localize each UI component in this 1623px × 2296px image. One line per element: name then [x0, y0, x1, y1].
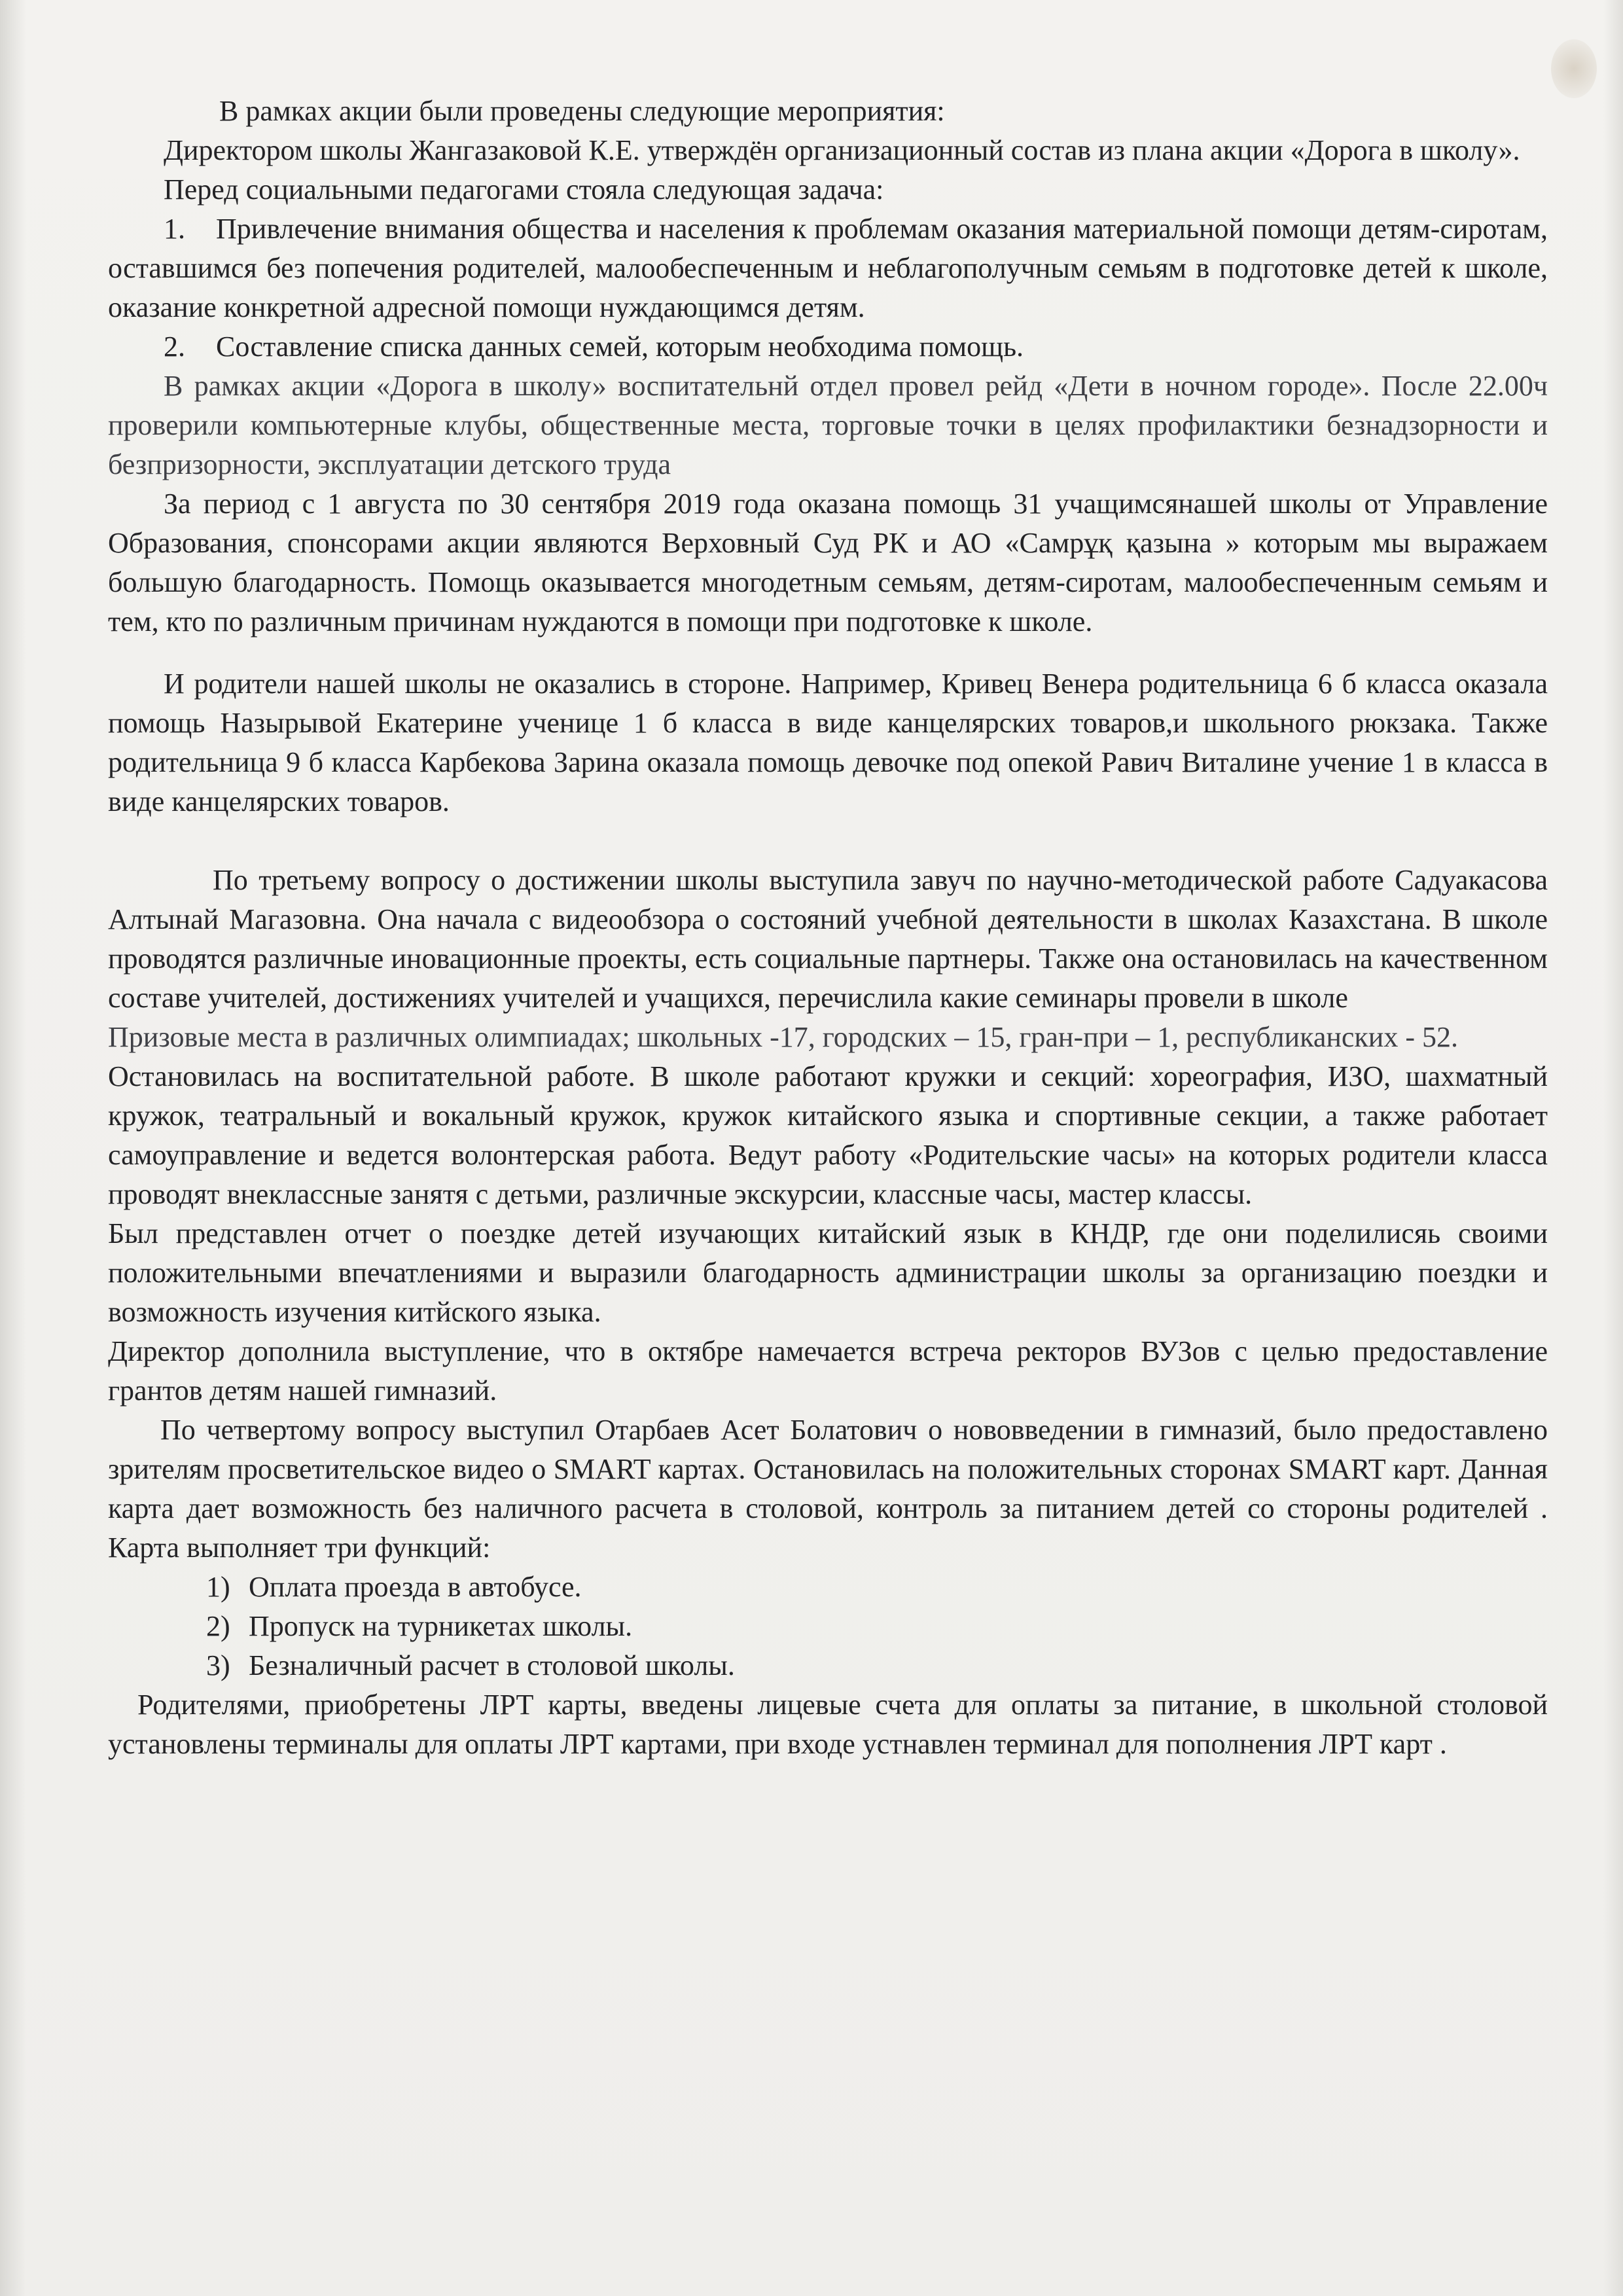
list-item	[108, 327, 1548, 367]
prizes-paragraph: Призовые места в различных олимпиадах; школьных -17, городских – 15, гран-при – 1, республиканских - 52.	[108, 1021, 1458, 1053]
list-item	[108, 209, 1548, 327]
list-number: 3)	[206, 1649, 230, 1681]
list-number: 1)	[206, 1571, 230, 1603]
report-paragraph: Был представлен отчет о поездке детей изучающих китайский язык в КНДР, где они поделилисяь своими положительными впечатлениями и выразили благодарность администрации школы за организацию поездки и возможность изучения китйского языка.	[108, 1217, 1548, 1328]
functions-list	[108, 1568, 1548, 1685]
parents-paragraph: И родители нашей школы не оказались в стороне. Например, Кривец Венера родительница 6 б класса оказала помощь Назырывой Екатерине ученице 1 б класса в виде канцелярских товаров,и школьного рюкзака. Также родительница 9 б класса Карбекова Зарина оказала помощь девочке под опекой Равич Виталине учение 1 в класса в виде канцелярских товаров.	[108, 668, 1548, 817]
list-text: Составление списка данных семей, которым необходима помощь.	[216, 331, 1024, 363]
list-text: Оплата проезда в автобусе.	[249, 1571, 582, 1603]
list-number: 2)	[206, 1610, 230, 1642]
task-list	[108, 209, 1548, 367]
director-paragraph: Директор дополнила выступление, что в октябре намечается встреча ректоров ВУЗов с целью предоставление грантов детям нашей гимназий.	[108, 1335, 1548, 1407]
list-text: Пропуск на турникетах школы.	[249, 1610, 633, 1642]
list-text: Привлечение внимания общества и населения к проблемам оказания материальной помощи детям-сиротам, оставшимся без попечения родителей, малообеспеченным и неблагополучным семьям в подготовке детей к школе, оказание конкретной адресной помощи нуждающимся детям.	[108, 213, 1548, 323]
third-question-paragraph: По третьему вопросу о достижении школы выступила завуч по научно-методической работе Садуакасова Алтынай Магазовна. Она начала с видеообзора о состояний учебной деятельности в школах Казахстана. В школе проводятся различные иновационные проекты, есть социальные партнеры. Также она остановилась на качественном составе учителей, достижениях учителей и учащихся, перечислила какие семинары провели в школе	[108, 864, 1548, 1014]
final-paragraph: Родителями, приобретены ЛРТ карты, введены лицевые счета для оплаты за питание, в школьной столовой установлены терминалы для оплаты ЛРТ картами, при входе устнавлен терминал для пополнения ЛРТ карт .	[108, 1689, 1548, 1760]
intro-paragraph: В рамках акции были проведены следующие мероприятия:	[219, 95, 945, 127]
list-item	[108, 1607, 1548, 1646]
list-item	[108, 1646, 1548, 1685]
raid-paragraph: В рамках акции «Дорога в школу» воспитательнй отдел провел рейд «Дети в ночном городе». После 22.00ч проверили компьютерные клубы, общественные места, торговые точки в целях профилактики безнадзорности и безпризорности, эксплуатации детского труда	[108, 370, 1548, 480]
list-text: Безналичный расчет в столовой школы.	[249, 1649, 735, 1681]
director-approval-paragraph: Директором школы Жангазаковой К.Е. утверждён организационный состав из плана акции «Дорога в школу».	[164, 134, 1520, 166]
paper-stain	[1551, 39, 1597, 98]
list-item	[108, 1568, 1548, 1607]
list-number: 1.	[164, 213, 185, 245]
task-heading: Перед социальными педагогами стояла следующая задача:	[164, 173, 884, 206]
education-paragraph: Остановилась на воспитательной работе. В школе работают кружки и секций: хореография, ИЗО, шахматный кружок, театральный и вокальный кружок, кружок китайского языка и спортивные секции, а также работает самоуправление и ведется волонтерская работа. Ведут работу «Родительские часы» на которых родители класса проводят внеклассные занятя с детьми, различные экскурсии, классные часы, мастер классы.	[108, 1060, 1548, 1210]
list-number: 2.	[164, 331, 185, 363]
help-paragraph: За период с 1 августа по 30 сентября 2019 года оказана помощь 31 учащимсянашей школы от Управление Образования, спонсорами акции являются Верховный Суд РК и АО «Самрұқ қазына » которым мы выражаем большую благодарность. Помощь оказывается многодетным семьям, детям-сиротам, малообеспеченным семьям и тем, кто по различным причинам нуждаются в помощи при подготовке к школе.	[108, 488, 1548, 637]
document-body	[108, 92, 1548, 1764]
fourth-question-paragraph: По четвертому вопросу выступил Отарбаев Асет Болатович о нововведении в гимназий, было предоставлено зрителям просветительское видео о SMART картах. Остановилась на положительных сторонах SMART карт. Данная карта дает возможность без наличного расчета в столовой, контроль за питанием детей со стороны родителей . Карта выполняет три функций:	[108, 1414, 1548, 1564]
